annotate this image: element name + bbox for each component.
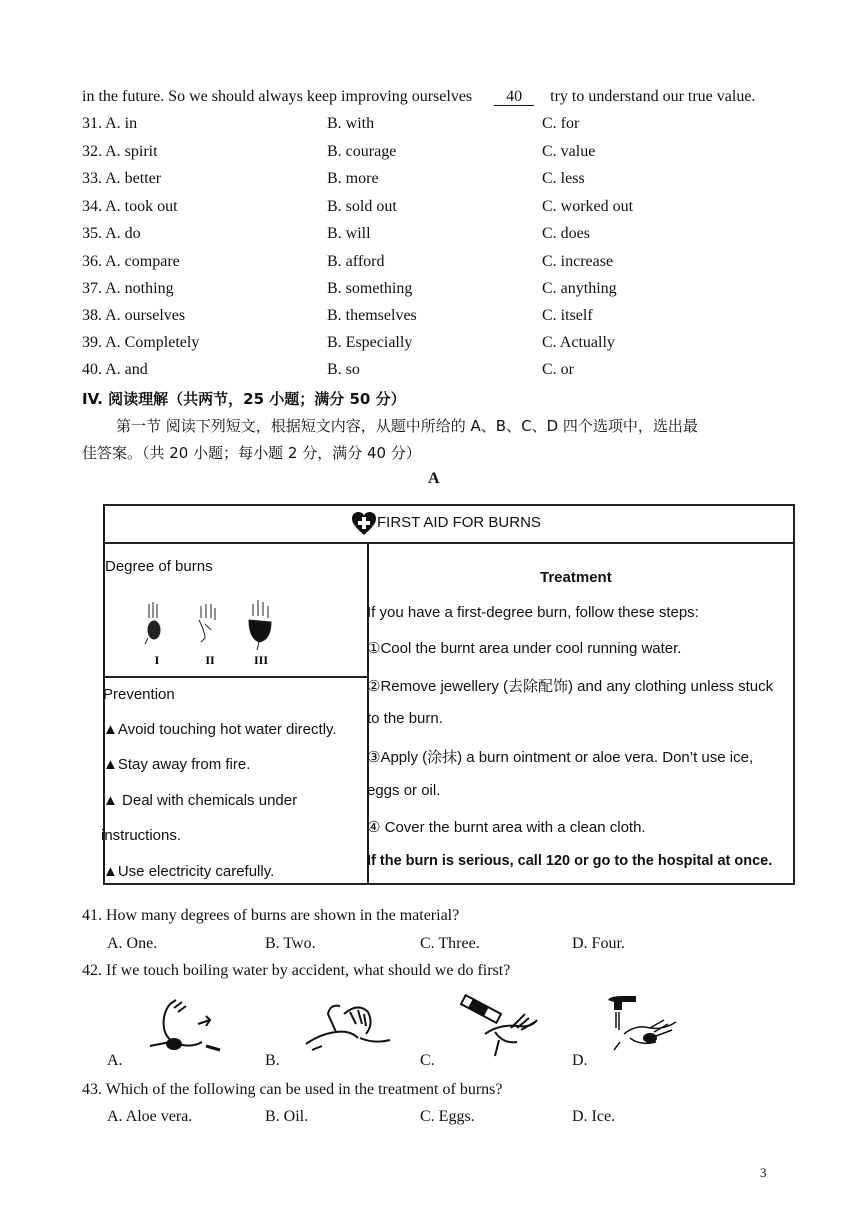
degree-mark-3: III	[253, 653, 269, 667]
treatment-line-1: If you have a first-degree burn, follow these steps:	[367, 604, 699, 621]
table-header-row	[105, 506, 793, 544]
question-43: 43. Which of the following can be used in the treatment of burns?	[82, 1081, 503, 1098]
table-left-divider	[105, 676, 367, 678]
cloze-39-a: 39. A. Completely	[82, 334, 200, 351]
cloze-33-b: B. more	[327, 170, 379, 187]
question-41: 41. How many degrees of burns are shown in the material?	[82, 907, 460, 924]
cloze-31-c: C. for	[542, 115, 580, 132]
cloze-40-b: B. so	[327, 361, 360, 378]
table-title: FIRST AID FOR BURNS	[377, 514, 541, 531]
q43-option-a: A. Aloe vera.	[107, 1108, 193, 1125]
cloze-31-a: 31. A. in	[82, 115, 138, 132]
q42-picture-c-ointment-tube	[455, 994, 550, 1059]
intro-line	[82, 88, 755, 106]
cloze-34-c: C. worked out	[542, 198, 634, 215]
treatment-line-6: eggs or oil.	[367, 782, 441, 799]
degree-label: Degree of burns	[105, 558, 213, 575]
instruction-line-1: 第一节 阅读下列短文，根据短文内容，从题中所给的 A、B、C、D 四个选项中，选出最	[116, 417, 698, 435]
cloze-35-a: 35. A. do	[82, 225, 141, 242]
cloze-40-a: 40. A. and	[82, 361, 148, 378]
q42-picture-b-hand-cloth	[300, 994, 400, 1059]
prevention-item-2: ▲Stay away from fire.	[103, 756, 251, 773]
passage-label: A	[428, 470, 440, 487]
blank-40: 40	[494, 89, 534, 106]
cloze-36-c: C. increase	[542, 253, 614, 270]
q42-option-a: A.	[107, 1052, 123, 1069]
cloze-37-b: B. something	[327, 280, 413, 297]
treatment-label: Treatment	[540, 569, 612, 586]
burn-degrees-hands-illustration	[135, 598, 285, 668]
treatment-line-7: ④ Cover the burnt area with a clean cloth.	[367, 819, 646, 836]
cloze-39-c: C. Actually	[542, 334, 615, 351]
treatment-line-4: to the burn.	[367, 710, 443, 727]
q41-option-b: B. Two.	[265, 935, 316, 952]
q42-option-c: C.	[420, 1052, 435, 1069]
cloze-31-b: B. with	[327, 115, 375, 132]
cloze-32-b: B. courage	[327, 143, 397, 160]
treatment-line-2: ①Cool the burnt area under cool running water.	[367, 640, 682, 657]
cloze-35-b: B. will	[327, 225, 371, 242]
q42-picture-d-running-water	[600, 994, 685, 1059]
cloze-33-a: 33. A. better	[82, 170, 162, 187]
cloze-32-a: 32. A. spirit	[82, 143, 158, 160]
treatment-line-3: ②Remove jewellery (去除配饰) and any clothing unless stuck	[367, 678, 774, 695]
cloze-36-a: 36. A. compare	[82, 253, 180, 270]
cloze-35-c: C. does	[542, 225, 590, 242]
page-number: 3	[760, 1165, 767, 1180]
prevention-item-4: ▲Use electricity carefully.	[103, 863, 275, 880]
cloze-38-a: 38. A. ourselves	[82, 307, 186, 324]
q41-option-d: D. Four.	[572, 935, 625, 952]
q43-option-d: D. Ice.	[572, 1108, 616, 1125]
cloze-40-c: C. or	[542, 361, 574, 378]
prevention-item-3-cont: instructions.	[101, 827, 182, 844]
cloze-38-b: B. themselves	[327, 307, 417, 324]
q43-option-b: B. Oil.	[265, 1108, 309, 1125]
q41-option-a: A. One.	[107, 935, 158, 952]
prevention-item-1: ▲Avoid touching hot water directly.	[103, 721, 337, 738]
cloze-34-a: 34. A. took out	[82, 198, 178, 215]
prevention-item-3: ▲ Deal with chemicals under	[103, 792, 298, 809]
cloze-34-b: B. sold out	[327, 198, 397, 215]
cloze-39-b: B. Especially	[327, 334, 413, 351]
treatment-line-5: ③Apply (涂抹) a burn ointment or aloe vera. Don’t use ice,	[367, 749, 754, 766]
cloze-37-c: C. anything	[542, 280, 617, 297]
q41-option-c: C. Three.	[420, 935, 480, 952]
prevention-label: Prevention	[103, 686, 175, 703]
cloze-33-c: C. less	[542, 170, 585, 187]
q42-picture-a-hand-wrist	[140, 994, 225, 1059]
q42-option-d: D.	[572, 1052, 588, 1069]
first-aid-heart-icon	[351, 511, 377, 537]
cloze-38-c: C. itself	[542, 307, 593, 324]
intro-text-before: in the future. So we should always keep improving ourselves	[82, 88, 473, 105]
q43-option-c: C. Eggs.	[420, 1108, 475, 1125]
q42-option-b: B.	[265, 1052, 280, 1069]
cloze-36-b: B. afford	[327, 253, 385, 270]
treatment-serious-note: If the burn is serious, call 120 or go to the hospital at once.	[367, 853, 773, 869]
question-42: 42. If we touch boiling water by accident, what should we do first?	[82, 962, 511, 979]
cloze-37-a: 37. A. nothing	[82, 280, 174, 297]
first-aid-table	[103, 504, 795, 885]
degree-mark-1: I	[154, 653, 160, 667]
cloze-32-c: C. value	[542, 143, 596, 160]
section-heading: IV. 阅读理解（共两节，25 小题；满分 50 分）	[82, 390, 406, 408]
degree-mark-2: II	[205, 653, 215, 667]
instruction-line-2: 佳答案。（共 20 小题；每小题 2 分，满分 40 分）	[82, 444, 421, 462]
intro-text-after: try to understand our true value.	[550, 88, 756, 105]
